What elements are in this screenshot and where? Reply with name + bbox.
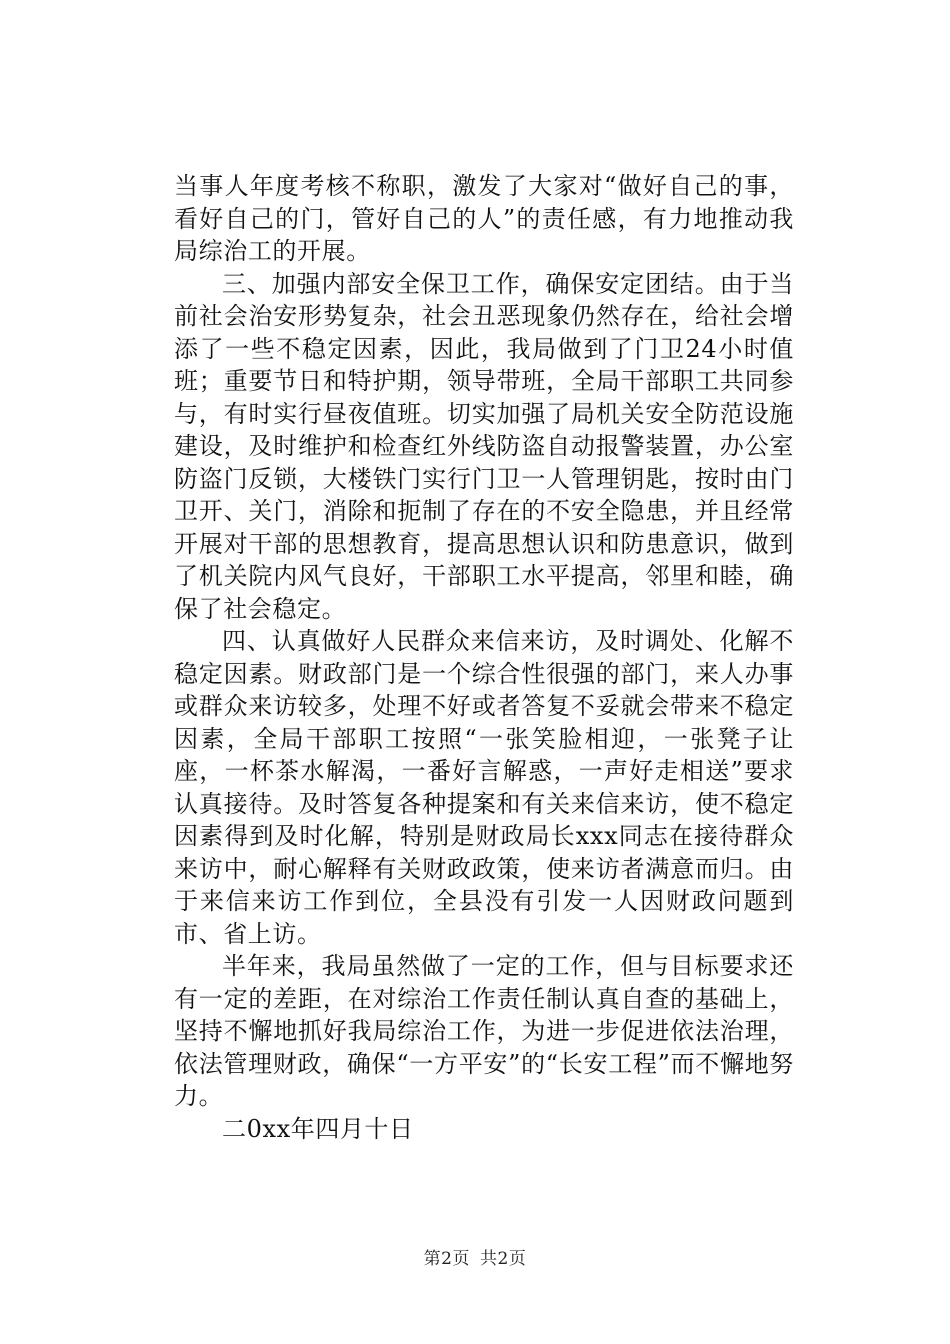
paragraph-continuation: 当事人年度考核不称职，激发了大家对“做好自己的事，看好自己的门，管好自己的人”的责任感，有力地推动我局综治工的开展。 — [174, 172, 794, 265]
paragraph-section-4: 四、认真做好人民群众来信来访，及时调处、化解不稳定因素。财政部门是一个综合性很强的部门，来人办事或群众来访较多，处理不好或者答复不妥就会带来不稳定因素，全局干部职工按照“一张笑脸相迎，一张凳子让座，一杯茶水解渴，一番好言解惑，一声好走相送”要求认真接待。及时答复各种提案和有关来信来访，使不稳定因素得到及时化解，特别是财政局长xxx同志在接待群众来访中，耐心解释有关财政政策，使来访者满意而归。由于来信来访工作到位，全县没有引发一人因财政问题到市、省上访。 — [174, 627, 794, 948]
paragraph-section-3: 三、加强内部安全保卫工作，确保安定团结。由于当前社会治安形势复杂，社会丑恶现象仍然存在，给社会增添了一些不稳定因素，因此，我局做到了门卫24小时值班；重要节日和特护期，领导带班，全局干部职工共同参与，有时实行昼夜值班。切实加强了局机关安全防范设施建设，及时维护和检查红外线防盗自动报警装置，办公室防盗门反锁，大楼铁门实行门卫一人管理钥匙，按时由门卫开、关门，消除和扼制了存在的不安全隐患，并且经常开展对干部的思想教育，提高思想认识和防患意识，做到了机关院内风气良好，干部职工水平提高，邻里和睦，确保了社会稳定。 — [174, 269, 794, 623]
page-number-current: 第2页 — [423, 1249, 470, 1269]
paragraph-conclusion: 半年来，我局虽然做了一定的工作，但与目标要求还有一定的差距，在对综治工作责任制认真自查的基础上，坚持不懈地抓好我局综治工作，为进一步促进依法治理，依法管理财政，确保“一方平安”的“长安工程”而不懈地努力。 — [174, 952, 794, 1110]
page-number-total: 共2页 — [480, 1249, 527, 1269]
document-body — [174, 170, 794, 1145]
document-date: 二0xx年四月十日 — [222, 1114, 414, 1143]
page-footer — [0, 1244, 950, 1269]
